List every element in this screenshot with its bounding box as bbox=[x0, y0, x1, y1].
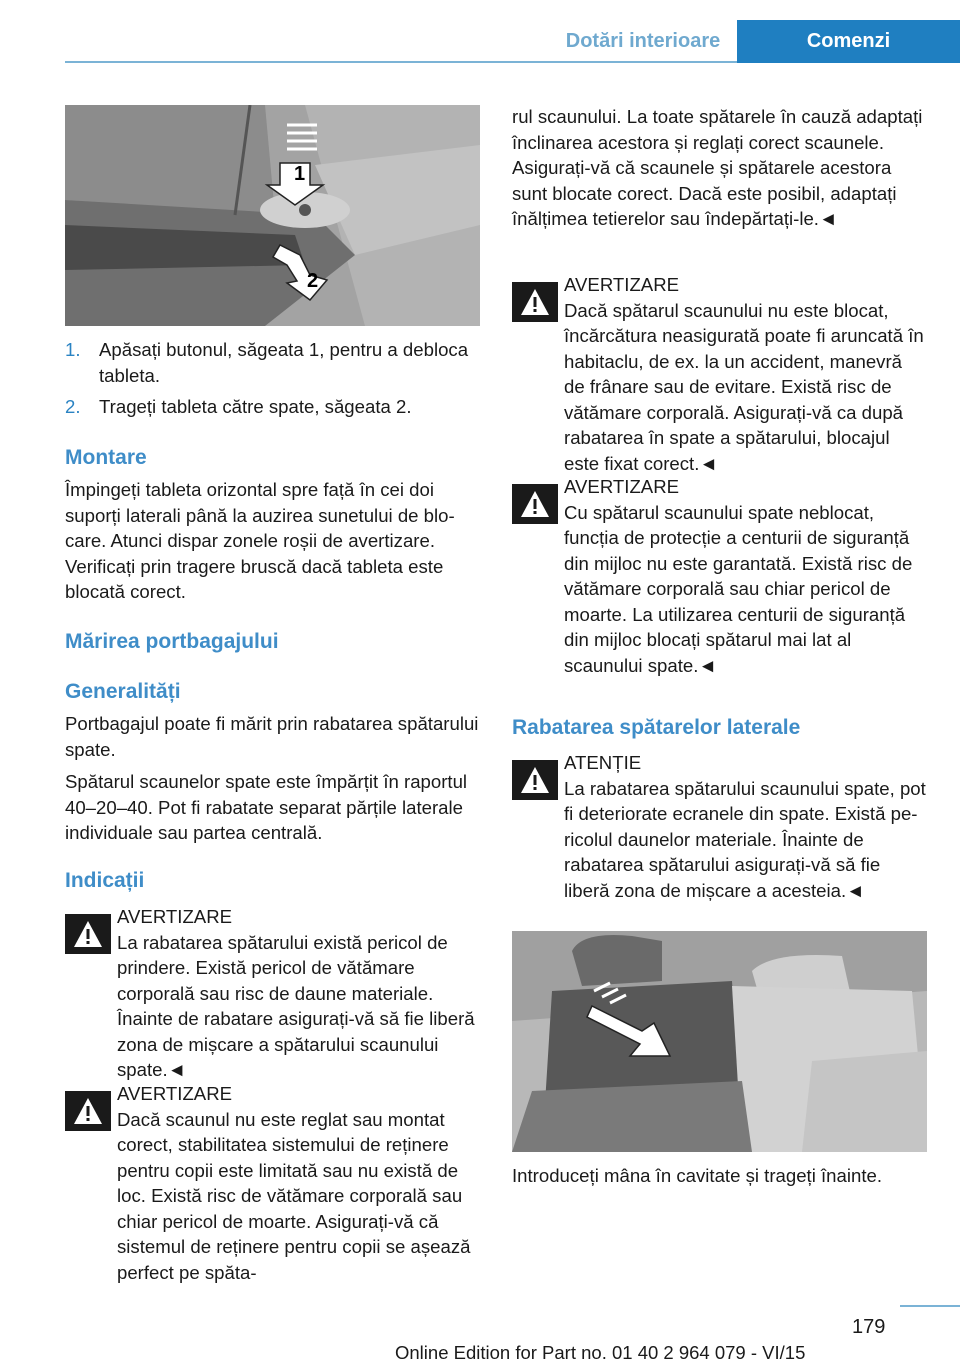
warning-text: Cu spătarul scaunului spate neblocat, funcția de protecție a centurii de siguranță din mijloc nu este garantată. Există risc de vătămare corporală sau chiar pericol de moarte. La utilizarea centurii de siguranță din mijloc blocați spătarul mai lat al scaunului spate.◄ bbox=[564, 501, 913, 676]
warning-title: AVERTIZARE bbox=[117, 1083, 233, 1104]
list-item bbox=[65, 337, 480, 388]
trunk-cover-figure bbox=[65, 105, 480, 326]
tab-section[interactable]: Dotări interioare bbox=[565, 30, 721, 52]
warning-icon bbox=[65, 914, 111, 954]
warning-icon bbox=[65, 1091, 111, 1131]
warning-title: AVERTIZARE bbox=[564, 476, 680, 497]
arrow-label-2: 2 bbox=[307, 270, 319, 292]
figure-caption: Introduceți mâna în cavitate și trageți înainte. bbox=[512, 1165, 883, 1186]
warning-text: Dacă scaunul nu este reglat sau montat corect, stabilitatea sistemului de reținere pentru copii este limitată sau nu există de loc. Există risc de vătămare corporală sau chiar pericol de moarte. Asigurați-vă că sistemul de reținere pentru copii se așează perfect pe spăta- bbox=[117, 1108, 471, 1283]
section-heading: Mărirea portbagajului bbox=[65, 630, 279, 653]
indicatii-heading: Indicații bbox=[65, 869, 145, 892]
generalitati-p1: Portbagajul poate fi mărit prin rabatarea spătarului spate. bbox=[65, 713, 479, 760]
rear-seat-illustration bbox=[512, 931, 927, 1152]
warning-icon bbox=[512, 484, 558, 524]
warning-block bbox=[65, 1081, 480, 1285]
generalitati-p2: Spătarul scaunelor spate este împărțit în raportul 40–20–40. Pot fi rabatate separat părțile laterale individuale sau partea centrală. bbox=[65, 771, 468, 843]
footer-rule bbox=[900, 1305, 960, 1307]
warning-title: AVERTIZARE bbox=[564, 274, 680, 295]
warning-icon bbox=[512, 282, 558, 322]
generalitati-heading: Generalități bbox=[65, 680, 181, 703]
tab-active[interactable]: Comenzi bbox=[737, 20, 960, 63]
warning-text: La rabatarea spătarului scaunului spate, pot fi deteriorate ecranele din spate. Există pericolul daunelor materiale. Înainte de rabatarea spătarului asigurați-vă să fie liberă zona de mișcare a acesteia.◄ bbox=[564, 777, 926, 901]
warning-title: AVERTIZARE bbox=[117, 906, 233, 927]
edition-footer: Online Edition for Part no. 01 40 2 964 079 - VI/15 bbox=[395, 1342, 806, 1363]
warning-block bbox=[65, 904, 480, 1083]
arrow-label-1: 1 bbox=[294, 163, 306, 185]
montare-heading: Montare bbox=[65, 446, 147, 469]
warning-text: La rabatarea spătarului există pericol de prindere. Există pericol de vătămare corporală sau risc de daune materiale. Înainte de rabatare asigurați-vă să fie liberă zona de mișcare a spătarului scaunului spate.◄ bbox=[117, 931, 475, 1080]
step-number: 2. bbox=[65, 396, 81, 417]
warning-block bbox=[512, 474, 927, 678]
continued-text: rul scaunului. La toate spătarele în cauză adaptați înclinarea acestora și reglați corect scaunele. Asigurați-vă că scaunele și spătarele acestora sunt blocate corect. Dacă este posibil, adaptați înălțimea tetierelor sau îndepărtați-le.◄ bbox=[512, 106, 923, 229]
rabatarea-heading: Rabatarea spătarelor laterale bbox=[512, 716, 801, 739]
list-item bbox=[65, 394, 480, 420]
rear-seat-figure bbox=[512, 931, 927, 1152]
warning-title: ATENȚIE bbox=[564, 752, 642, 773]
step-text: Trageți tableta către spate, săgeata 2. bbox=[99, 396, 412, 417]
warning-text: Dacă spătarul scaunului nu este blocat, încărcătura neasigurată poate fi aruncată în habitaclu, de ex. la un accident, manevră de frânare sau de evitare. Există risc de vătămare corporală. Asigurați-vă ca după rabatarea în spate a spătarului, blocajul este fixat corect.◄ bbox=[564, 299, 924, 474]
warning-block bbox=[512, 750, 927, 903]
warning-block bbox=[512, 272, 927, 476]
page-number: 179 bbox=[852, 1316, 886, 1338]
montare-text: Împingeți tableta orizontal spre față în cei doi suporți laterali până la auzirea sunetului de blocare. Atunci dispar zonele roșii de avertizare. Verificați prin tragere bruscă dacă tableta este blocată corect. bbox=[65, 479, 455, 602]
steps-list bbox=[65, 337, 480, 420]
trunk-cover-illustration bbox=[65, 105, 480, 326]
step-number: 1. bbox=[65, 339, 81, 360]
warning-icon bbox=[512, 760, 558, 800]
step-text: Apăsați butonul, săgeata 1, pentru a debloca tableta. bbox=[99, 339, 469, 386]
